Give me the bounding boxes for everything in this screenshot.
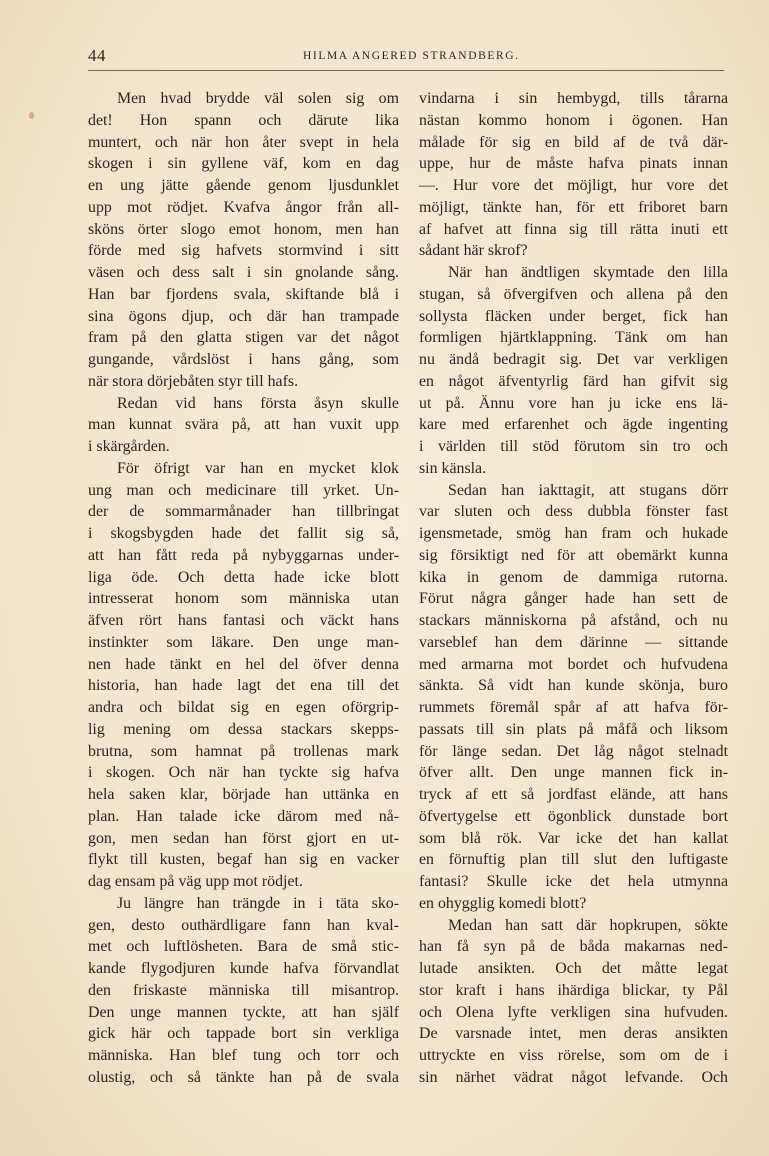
text-line: flykt till kusten, begaf han sig en vacker [88, 851, 399, 869]
text-line: han få syn på de båda makarnas ned- [419, 938, 728, 956]
text-line: sin känsla. [419, 459, 487, 477]
text-line: muntert, och när hon åter svept in hela [88, 133, 399, 151]
text-line: upp mot rödjet. Kvafva ångor från all- [88, 198, 399, 216]
text-line: stugan, så öfvergifven och allena på den [419, 285, 728, 303]
text-line: nästan kommo honom i ögonen. Han [419, 111, 728, 129]
text-line: människa. Han blef tung och torr och [88, 1047, 399, 1064]
text-line: fram på den glatta stigen var det något [88, 329, 399, 347]
text-line: kande flygodjuren kunde hafva förvandlat [88, 960, 399, 977]
text-line: nu ändå bedragit sig. Det var verkligen [419, 351, 728, 368]
text-line: sina ögons djup, och där han trampade [88, 307, 399, 325]
text-line: sig försiktigt ned för att obemärkt kunna [419, 546, 728, 564]
text-line: lig mening om dessa stackars skepps- [88, 720, 399, 738]
text-line: öfver allt. Den unge mannen fick in- [419, 764, 728, 782]
text-line: ung man och medicinare till yrket. Un- [88, 481, 399, 499]
text-line: Men hvad brydde väl solen sig om [117, 90, 399, 107]
left-text-column [88, 88, 399, 1089]
text-line: Medan han satt där hopkrupen, sökte [448, 916, 728, 934]
text-line: skogen i sin gyllene väf, kom en dag [88, 155, 399, 173]
text-line: Han bar fjordens svala, skiftande blå i [88, 285, 399, 303]
text-line: var sluten och dess dubbla fönster fast [419, 503, 728, 521]
text-line: kare med erfarenhet och ägde ingenting [419, 416, 728, 434]
text-line: sådant här skrof? [419, 242, 528, 260]
text-line: väsen och dess salt i sin gnolande sång. [88, 264, 399, 281]
text-line: —. Hur vore det möjligt, hur vore det [419, 177, 728, 194]
text-line: varseblef han dem därinne — sittande [419, 633, 728, 651]
text-line: öfvertygelse ett ögonblick dunstade bort [419, 807, 728, 825]
text-line: i världen till stöd förutom sin tro och [419, 438, 728, 455]
text-line: gick här och tappade bort sin verkliga [88, 1025, 399, 1043]
text-line: kika in genom de dammiga rutorna. [419, 568, 728, 586]
text-line: hela saken klar, började han uttänka en [88, 786, 399, 803]
text-line: nen hade tänkt en hel del öfver denna [88, 655, 399, 673]
text-line: igensmetade, smög han fram och hukade [419, 525, 728, 542]
text-line: ut på. Ännu vore han ju icke ens lä- [419, 394, 728, 412]
page-number: 44 [88, 46, 106, 65]
text-line: gon, men sedan han först gjort en ut- [88, 829, 399, 847]
text-line: För öfrigt var han en mycket klok [117, 459, 399, 477]
text-line: gungande, vårdslöst i hans gång, som [88, 351, 399, 368]
text-line: att han fått reda på nybyggarnas under- [88, 546, 399, 564]
text-line: möjligt, tänkte han, för ett friboret barn [419, 198, 728, 216]
text-line: i skärgården. [88, 438, 170, 455]
text-line: det! Hon spann och därute lika [88, 111, 399, 129]
text-line: i skogen. Och när han tyckte sig hafva [88, 764, 399, 782]
text-line: formligen hjärtklappning. Tänk om han [419, 329, 728, 347]
text-line: man kunnat svära på, att han vuxit upp [88, 416, 399, 434]
text-line: fantasi? Skulle icke det hela utmynna [419, 873, 728, 890]
page-header [88, 46, 724, 68]
text-line: Förut några gånger hade han sett de [419, 590, 728, 608]
text-line: och Olena lyfte verkligen sina hufvuden. [419, 1003, 728, 1021]
paper-stain [29, 112, 34, 119]
text-line: gen, desto outhärdligare fann han kval- [88, 916, 399, 934]
text-line: plan. Han talade icke därom med nå- [88, 807, 399, 825]
text-line: när stora dörjebåten styr till hafs. [88, 372, 299, 390]
text-line: liga öde. Och detta hade icke blott [88, 568, 399, 586]
text-line: sköns örter slogo emot honom, men han [88, 220, 399, 238]
text-line: uttryckte en viss rörelse, som om de i [419, 1047, 728, 1064]
header-rule [88, 70, 724, 71]
text-line: Ju längre han trängde in i täta sko- [117, 894, 399, 912]
text-line: Redan vid hans första åsyn skulle [117, 394, 399, 412]
text-line: sin närhet vädrat något lefvande. Och [419, 1068, 728, 1086]
text-line: af hafvet att finna sig till rätta inuti ett [419, 220, 728, 238]
text-line: tryck af ett så jordfast elände, att hans [419, 786, 728, 803]
text-line: äfven rört hans fantasi och väckt hans [88, 612, 399, 629]
text-line: den friskaste människa till misantrop. [88, 981, 399, 999]
text-line: sänkta. Så vidt han kunde skönja, buro [419, 677, 728, 695]
text-line: vindarna i sin hembygd, tills tårarna [419, 90, 728, 107]
text-line: dag ensam på väg upp mot rödjet. [88, 873, 303, 890]
text-line: met och luftlösheten. Bara de små stic- [88, 938, 399, 956]
text-line: en ung jätte gående genom ljusdunklet [88, 177, 399, 194]
running-head: HILMA ANGERED STRANDBERG. [303, 50, 520, 62]
text-line: i skogsbygden hade det fallit sig så, [88, 525, 399, 542]
text-line: rummets föremål spår af att hafva för- [419, 699, 728, 716]
text-line: förde med sig hafvets stormvind i sitt [88, 242, 399, 260]
text-line: intresserat honom som människa utan [88, 590, 399, 608]
text-line: brutna, som hamnat på trollenas mark [88, 742, 399, 760]
text-line: en ohygglig komedi blott? [419, 894, 587, 912]
text-line: passats till sin plats på måfå och liksom [419, 720, 728, 738]
text-line: uppe, hur de måste hafva pinats innan [419, 155, 728, 173]
text-line: som blå rök. Var icke det han kallat [419, 829, 728, 847]
text-line: för länge sedan. Det låg något stelnadt [419, 742, 728, 760]
text-line: När han ändtligen skymtade den lilla [448, 264, 728, 281]
text-line: en förnuftig plan till slut den luftigaste [419, 851, 728, 869]
text-line: en något äfventyrlig färd han gifvit sig [419, 372, 728, 390]
text-line: Sedan han iakttagit, att stugans dörr [448, 481, 728, 499]
text-line: andra och bildat sig en egen oförgrip- [88, 699, 399, 716]
text-line: Den unge mannen tyckte, att han själf [88, 1003, 399, 1021]
text-line: olustig, och så tänkte han på de svala [88, 1068, 399, 1086]
text-line: stor kraft i hans ihärdiga blickar, ty Pål [419, 981, 728, 999]
right-text-column [419, 88, 728, 1089]
text-line: der de sommarmånader han tillbringat [88, 503, 399, 521]
text-line: instinkter som läkare. Den unge man- [88, 633, 399, 651]
text-line: sollysta fläcken under berget, fick han [419, 307, 728, 325]
text-line: lutade ansikten. Och det måtte legat [419, 960, 728, 977]
text-line: historia, han hade lagt det ena till det [88, 677, 399, 695]
text-line: stackars människorna på afstånd, och nu [419, 612, 728, 629]
text-line: De varsnade intet, men deras ansikten [419, 1025, 728, 1043]
text-line: med armarna mot bordet och hufvudena [419, 655, 728, 673]
text-line: målade för sig en bild af de två där- [419, 133, 728, 151]
